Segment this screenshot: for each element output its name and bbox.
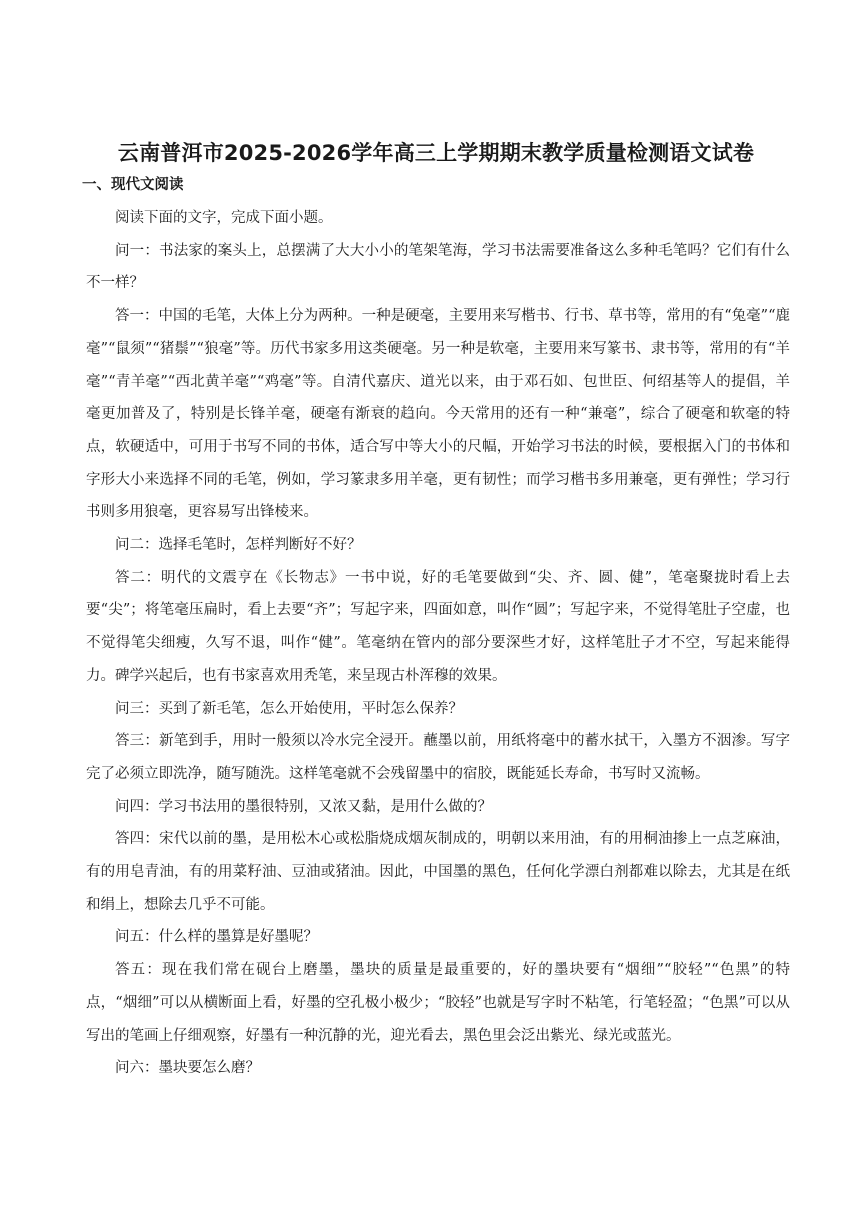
paragraph-answer-3: 答三：新笔到手，用时一般须以冷水完全浸开。蘸墨以前，用纸将毫中的蓄水拭干，入墨方不洇渗。写字完了必须立即洗净，随写随洗。这样笔毫就不会残留墨中的宿胶，既能延长寿命，书写时又流畅。	[86, 733, 790, 782]
paragraph-question-1: 问一：书法家的案头上，总摆满了大大小小的笔架笔海，学习书法需要准备这么多种毛笔吗？它们有什么不一样？	[86, 242, 790, 292]
paragraph-answer-4: 答四：宋代以前的墨，是用松木心或松脂烧成烟灰制成的，明朝以来用油，有的用桐油掺上一点芝麻油，有的用皂青油，有的用菜籽油、豆油或猪油。因此，中国墨的黑色，任何化学漂白剂都难以除去，尤其是在纸和绢上，想除去几乎不可能。	[86, 831, 790, 913]
paragraph-question-2: 问二：选择毛笔时，怎样判断好不好？	[115, 537, 362, 554]
paragraph-instruction: 阅读下面的文字，完成下面小题。	[115, 210, 333, 226]
paragraph-answer-1: 答一：中国的毛笔，大体上分为两种。一种是硬毫，主要用来写楷书、行书、草书等，常用的有“兔毫”“鹿毫”“鼠须”“猪鬃”“狼毫”等。历代书家多用这类硬毫。另一种是软毫，主要用来写篆书、隶书等，常用的有“羊毫”“青羊毫”“西北黄羊毫”“鸡毫”等。自清代嘉庆、道光以来，由于邓石如、包世臣、何绍基等人的提倡，羊毫更加普及了，特别是长锋羊毫，硬毫有渐衰的趋向。今天常用的还有一种“兼毫”，综合了硬毫和软毫的特点，软硬适中，可用于书写不同的书体，适合写中等大小的尺幅，开始学习书法的时候，要根据入门的书体和字形大小来选择不同的毛笔，例如，学习篆隶多用羊毫，更有韧性；而学习楷书多用兼毫，更有弹性；学习行书则多用狼毫，更容易写出锋棱来。	[86, 308, 790, 521]
paragraph-answer-2: 答二：明代的文震亨在《长物志》一书中说，好的毛笔要做到“尖、齐、圆、健”，笔毫聚拢时看上去要“尖”；将笔毫压扁时，看上去要“齐”；写起字来，四面如意，叫作“圆”；写起字来，不觉得笔肚子空虚，也不觉得笔尖细瘦，久写不退，叫作“健”。笔毫纳在管内的部分要深些才好，这样笔肚子才不空，写起来能得力。碑学兴起后，也有书家喜欢用秃笔，来呈现古朴浑穆的效果。	[86, 569, 790, 684]
paragraph-answer-5: 答五：现在我们常在砚台上磨墨，墨块的质量是最重要的，好的墨块要有“烟细”“胶轻”“色黑”的特点，“烟细”可以从横断面上看，好墨的空孔极小极少；“胶轻”也就是写字时不粘笔，行笔轻盈；“色黑”可以从写出的笔画上仔细观察，好墨有一种沉静的光，迎光看去，黑色里会泛出紫光、绿光或蓝光。	[86, 962, 790, 1044]
paragraph-question-5: 问五：什么样的墨算是好墨呢？	[115, 929, 318, 946]
section-heading: 一、现代文阅读	[82, 177, 184, 193]
paragraph-question-4: 问四：学习书法用的墨很特别，又浓又黏，是用什么做的？	[115, 798, 492, 815]
paragraph-question-6: 问六：墨块要怎么磨？	[115, 1060, 260, 1077]
document-title: 云南普洱市2025-2026学年高三上学期期末教学质量检测语文试卷	[117, 141, 755, 165]
paragraph-question-3: 问三：买到了新毛笔，怎么开始使用，平时怎么保养？	[115, 700, 463, 717]
